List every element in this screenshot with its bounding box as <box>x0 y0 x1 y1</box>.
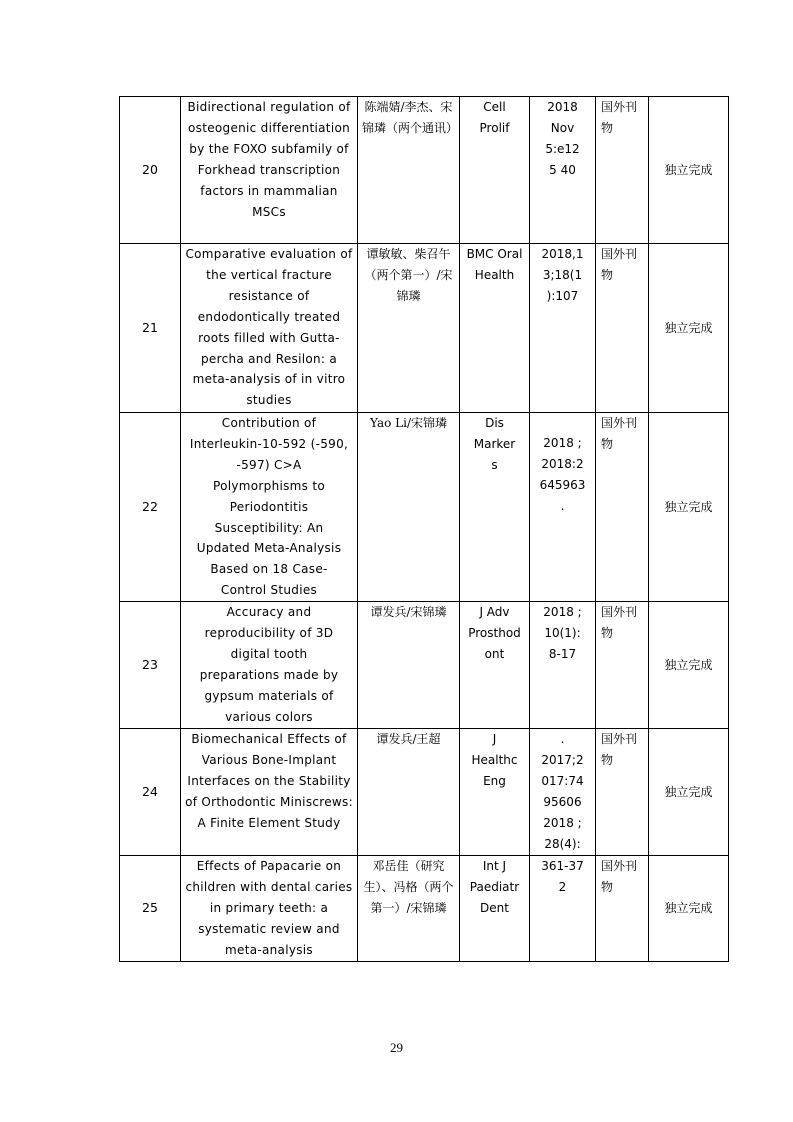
authors: 陈端婧/李杰、宋锦璘（两个通讯） <box>358 97 460 244</box>
row-number: 21 <box>120 244 181 413</box>
year-volume: 2018 Nov 5:e125 40 <box>530 97 596 244</box>
completion-status: 独立完成 <box>649 602 729 729</box>
publication-type: 国外刊物 <box>596 97 649 244</box>
publication-type: 国外刊物 <box>596 413 649 602</box>
publications-table <box>119 96 729 962</box>
publication-type: 国外刊物 <box>596 602 649 729</box>
publication-type: 国外刊物 <box>596 856 649 962</box>
authors: 谭发兵/宋锦璘 <box>358 602 460 729</box>
journal: J Healthc Eng <box>460 729 530 856</box>
completion-status: 独立完成 <box>649 244 729 413</box>
paper-title: Biomechanical Effects of Various Bone-Implant Interfaces on the Stability of Orthodontic Miniscrews: A Finite Element Study <box>181 729 358 856</box>
publication-type: 国外刊物 <box>596 244 649 413</box>
paper-title: Bidirectional regulation of osteogenic differentiation by the FOXO subfamily of Forkhead transcription factors in mammalian MSCs <box>181 97 358 244</box>
table-row <box>120 244 729 413</box>
page-number: 29 <box>390 1040 403 1055</box>
year-volume: 2018 ; 2018:2 645963 . <box>530 413 596 602</box>
completion-status: 独立完成 <box>649 729 729 856</box>
journal: Cell Prolif <box>460 97 530 244</box>
authors: 邓岳佳（研究生）、冯格（两个第一）/宋锦璘 <box>358 856 460 962</box>
year-volume: 2018 ; 10(1): 8-17 <box>530 602 596 729</box>
authors: 谭敏敏、柴召午（两个第一）/宋锦璘 <box>358 244 460 413</box>
table-row <box>120 602 729 729</box>
journal: BMC Oral Health <box>460 244 530 413</box>
paper-title: Accuracy and reproducibility of 3D digital tooth preparations made by gypsum materials of various colors <box>181 602 358 729</box>
authors: Yao Li/宋锦璘 <box>358 413 460 602</box>
completion-status: 独立完成 <box>649 413 729 602</box>
table-row <box>120 856 729 962</box>
publication-type: 国外刊物 <box>596 729 649 856</box>
row-number: 24 <box>120 729 181 856</box>
completion-status: 独立完成 <box>649 97 729 244</box>
journal: Int J Paediatr Dent <box>460 856 530 962</box>
row-number: 23 <box>120 602 181 729</box>
authors: 谭发兵/王超 <box>358 729 460 856</box>
row-number: 25 <box>120 856 181 962</box>
paper-title: Contribution of Interleukin-10-592 (-590, -597) C>A Polymorphisms to Periodontitis Susceptibility: An Updated Meta-Analysis Based on 18 Case-Control Studies <box>181 413 358 602</box>
paper-title: Effects of Papacarie on children with dental caries in primary teeth: a systematic review and meta-analysis <box>181 856 358 962</box>
table-row <box>120 97 729 244</box>
row-number: 20 <box>120 97 181 244</box>
journal: J Adv Prosthodont <box>460 602 530 729</box>
journal: Dis Markers <box>460 413 530 602</box>
row-number: 22 <box>120 413 181 602</box>
year-volume: . 2017;2 017:74 95606 2018 ; 28(4): <box>530 729 596 856</box>
paper-title: Comparative evaluation of the vertical fracture resistance of endodontically treated roots filled with Gutta-percha and Resilon: a meta-analysis of in vitro studies <box>181 244 358 413</box>
completion-status: 独立完成 <box>649 856 729 962</box>
year-volume: 2018,1 3;18(1 ):107 <box>530 244 596 413</box>
year-volume: 361-37 2 <box>530 856 596 962</box>
table-row <box>120 413 729 602</box>
table-row <box>120 729 729 856</box>
